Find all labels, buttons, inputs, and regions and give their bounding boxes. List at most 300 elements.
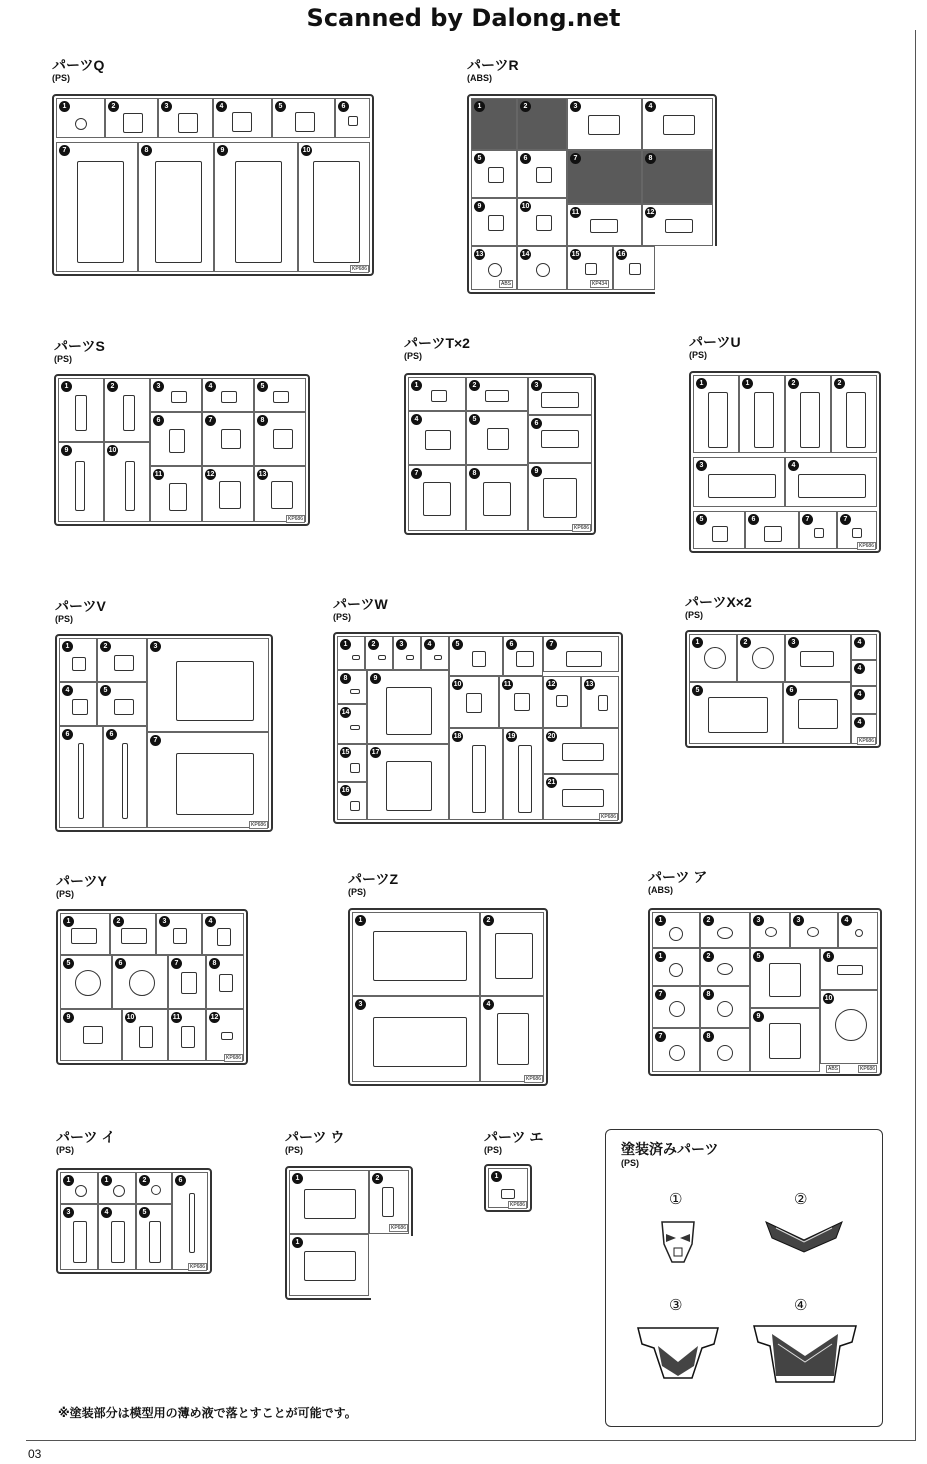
part-cell: [820, 948, 878, 990]
part-number: 2: [703, 951, 714, 962]
sprue-v-title: パーツV: [55, 598, 106, 614]
part-number: 3: [696, 460, 707, 471]
part-cell: [517, 198, 567, 246]
part-number: 4: [411, 414, 422, 425]
part-cell: [60, 1172, 98, 1204]
part-number: 5: [275, 101, 286, 112]
part-cell: [745, 511, 799, 549]
part-number: 4: [205, 381, 216, 392]
part-cell: [543, 676, 581, 728]
part-shape: [114, 655, 134, 671]
part-cell: [56, 98, 105, 138]
part-number: 4: [101, 1207, 112, 1218]
part-shape: [348, 116, 358, 126]
part-number: 13: [258, 471, 267, 478]
part-shape: [273, 391, 289, 403]
part-shape: [669, 927, 683, 941]
part-number: 5: [63, 958, 74, 969]
sprue-z: [348, 908, 548, 1086]
part-number: 7: [655, 989, 666, 1000]
sprue-v-code: KP686: [250, 822, 266, 828]
part-number: 14: [341, 709, 350, 716]
part-number: 3: [396, 639, 407, 650]
part-shape: [386, 687, 432, 735]
part-number: 2: [788, 378, 799, 389]
sprue-a: [648, 908, 882, 1076]
part-shape: [764, 526, 782, 542]
part-number: 9: [217, 145, 228, 156]
part-shape: [350, 763, 360, 773]
part-number: 2: [520, 101, 531, 112]
part-number: 1: [101, 1175, 112, 1186]
sprue-e-group: [484, 1130, 543, 1155]
part-cell: [613, 246, 655, 290]
part-shape: [83, 1026, 103, 1044]
part-cell: [150, 466, 202, 522]
abs-mark: ABS: [827, 1066, 838, 1072]
part-cell: [168, 955, 206, 1009]
part-shape: [139, 1026, 153, 1048]
part-shape: [562, 743, 604, 761]
sprue-u2: [285, 1166, 413, 1300]
sprue-y-group: [56, 874, 107, 899]
part-shape: [518, 745, 532, 813]
part-shape: [382, 1187, 394, 1217]
part-cell: [367, 670, 449, 744]
part-number: 6: [748, 514, 759, 525]
part-cell: [254, 378, 306, 412]
part-cell: [642, 204, 713, 246]
part-shape: [585, 263, 597, 275]
part-shape: [846, 392, 866, 448]
part-number: 4: [854, 663, 865, 674]
part-shape: [171, 391, 187, 403]
part-cell: [60, 955, 112, 1009]
part-number: 6: [106, 729, 117, 740]
part-number: 7: [171, 958, 182, 969]
part-number: 2: [469, 380, 480, 391]
part-shape: [386, 761, 432, 811]
part-cell: [480, 996, 544, 1082]
part-shape: [717, 1045, 733, 1061]
part-number: 1: [61, 381, 72, 392]
part-shape: [669, 963, 683, 977]
sprue-e-material: (PS): [484, 1145, 502, 1155]
part-number: 21: [547, 779, 556, 786]
part-cell: [750, 948, 820, 1008]
part-cell: [471, 246, 517, 290]
sprue-u-group: [689, 335, 741, 360]
part-shape: [852, 528, 862, 538]
sprue-s-title: パーツS: [54, 338, 105, 354]
part-shape: [514, 693, 530, 711]
part-shape: [219, 974, 233, 992]
part-number: 7: [840, 514, 851, 525]
part-cell: [851, 634, 877, 660]
part-number: 10: [824, 995, 833, 1002]
sprue-q-group: [52, 58, 104, 83]
part-number: 3: [161, 101, 172, 112]
part-cell: [408, 465, 466, 531]
part-shape: [769, 1023, 801, 1059]
part-cell: [335, 98, 370, 138]
sprue-t-material: (PS): [404, 351, 422, 361]
part-shape: [304, 1189, 356, 1219]
part-shape: [497, 1013, 529, 1065]
part-shape: [423, 482, 451, 516]
part-number: 16: [341, 787, 350, 794]
part-cell: [367, 744, 449, 820]
part-number: 3: [788, 637, 799, 648]
sprue-u2-notch: [371, 1236, 413, 1300]
part-cell: [480, 912, 544, 996]
sprue-q-code: KP686: [351, 266, 367, 272]
part-cell: [471, 198, 517, 246]
part-shape: [708, 474, 776, 498]
painted-part-number: ④: [794, 1297, 808, 1314]
painted-parts-box: [605, 1129, 883, 1427]
sprue-x-material: (PS): [685, 610, 703, 620]
part-cell: [652, 912, 700, 948]
part-cell: [700, 912, 750, 948]
part-shape: [765, 927, 777, 937]
part-number: 5: [469, 414, 480, 425]
part-shape: [543, 478, 577, 518]
sprue-r-material: (ABS): [467, 73, 492, 83]
part-cell: [58, 378, 104, 442]
painted-part-face: [658, 1218, 698, 1268]
part-number: 1: [742, 378, 753, 389]
part-number: 8: [141, 145, 152, 156]
part-cell: [851, 686, 877, 714]
sprue-w-title: パーツW: [333, 596, 388, 612]
part-cell: [750, 912, 790, 948]
part-number: 4: [62, 685, 73, 696]
part-shape: [123, 395, 135, 431]
part-number: 6: [531, 418, 542, 429]
part-shape: [176, 753, 254, 815]
part-shape: [541, 392, 579, 408]
part-shape: [425, 430, 451, 450]
part-shape: [406, 655, 414, 660]
part-cell: [289, 1170, 369, 1234]
part-number: 9: [61, 445, 72, 456]
part-number: 4: [645, 101, 656, 112]
part-number: 1: [59, 101, 70, 112]
part-shape: [304, 1251, 356, 1281]
part-cell: [150, 412, 202, 466]
part-shape: [488, 263, 502, 277]
part-number: 12: [547, 681, 556, 688]
part-cell: [693, 375, 739, 453]
part-number: 4: [216, 101, 227, 112]
sprue-u-title: パーツU: [689, 334, 741, 350]
part-number: 12: [206, 471, 215, 478]
part-number: 4: [205, 916, 216, 927]
part-number: 11: [172, 1014, 181, 1021]
part-cell: [737, 634, 785, 682]
sprue-y-code: KP686: [225, 1055, 241, 1061]
part-number: 9: [474, 201, 485, 212]
part-number: 2: [740, 637, 751, 648]
part-shape: [75, 118, 87, 130]
part-shape: [169, 429, 185, 453]
part-cell: [150, 378, 202, 412]
part-cell: [700, 1028, 750, 1072]
part-shape: [663, 115, 695, 135]
part-number: 7: [205, 415, 216, 426]
part-number: 2: [483, 915, 494, 926]
part-number: 1: [292, 1237, 303, 1248]
part-cell: [168, 1009, 206, 1061]
part-shape: [769, 963, 801, 997]
part-number: 10: [108, 447, 117, 454]
part-number: 2: [107, 381, 118, 392]
part-shape: [717, 927, 733, 939]
part-shape: [221, 391, 237, 403]
part-shape: [501, 1189, 515, 1199]
part-cell: [466, 465, 528, 531]
part-cell: [104, 442, 150, 522]
part-cell: [59, 638, 97, 682]
part-cell: [202, 412, 254, 466]
part-number: 3: [753, 915, 764, 926]
sprue-u2-code: KP686: [390, 1225, 406, 1231]
painted-parts-material: (PS): [621, 1158, 639, 1168]
part-shape: [123, 113, 143, 133]
part-number: 12: [210, 1014, 219, 1021]
part-number: 5: [100, 685, 111, 696]
part-number: 5: [139, 1207, 150, 1218]
sprue-s-group: [54, 339, 105, 364]
part-shape: [189, 1193, 195, 1253]
part-shape: [798, 474, 866, 498]
part-cell: [408, 377, 466, 411]
part-shape: [122, 743, 128, 819]
sprue-t-group: [404, 336, 470, 361]
part-shape: [669, 1045, 685, 1061]
part-cell: [567, 204, 642, 246]
part-number: 6: [786, 685, 797, 696]
part-cell: [642, 150, 713, 204]
part-number: 1: [340, 639, 351, 650]
part-number: 7: [546, 639, 557, 650]
part-shape: [717, 963, 733, 975]
part-shape: [835, 1009, 867, 1041]
part-cell: [59, 682, 97, 726]
part-shape: [151, 1185, 161, 1195]
part-cell: [449, 676, 499, 728]
sprue-t: [404, 373, 596, 535]
part-shape: [704, 647, 726, 669]
part-cell: [136, 1172, 172, 1204]
part-shape: [472, 651, 486, 667]
part-cell: [528, 463, 592, 531]
part-number: 5: [257, 381, 268, 392]
part-cell: [449, 728, 503, 820]
part-cell: [517, 150, 567, 198]
part-shape: [541, 430, 579, 448]
sprue-y-material: (PS): [56, 889, 74, 899]
sprue-z-material: (PS): [348, 887, 366, 897]
sprue-z-title: パーツZ: [348, 871, 398, 887]
part-cell: [466, 377, 528, 411]
sprue-u: [689, 371, 881, 553]
part-cell: [337, 636, 365, 670]
part-cell: [156, 913, 202, 955]
part-number: 8: [469, 468, 480, 479]
part-cell: [831, 375, 877, 453]
sprue-y: [56, 909, 248, 1065]
part-shape: [800, 392, 820, 448]
part-cell: [471, 150, 517, 198]
part-number: 7: [150, 735, 161, 746]
part-number: 1: [355, 915, 366, 926]
sprue-q-material: (PS): [52, 73, 70, 83]
part-number: 9: [63, 1012, 74, 1023]
sprue-w-group: [333, 597, 388, 622]
part-number: 18: [453, 733, 462, 740]
part-cell: [689, 634, 737, 682]
part-shape: [181, 1026, 195, 1048]
part-number: 2: [703, 915, 714, 926]
part-cell: [97, 682, 147, 726]
part-number: 2: [834, 378, 845, 389]
part-number: 8: [209, 958, 220, 969]
part-cell: [785, 375, 831, 453]
sprue-v-material: (PS): [55, 614, 73, 624]
part-cell: [785, 457, 877, 507]
part-cell: [693, 511, 745, 549]
part-cell: [59, 726, 103, 828]
part-shape: [798, 699, 838, 729]
part-cell: [206, 955, 244, 1009]
part-shape: [665, 219, 693, 233]
part-cell: [471, 98, 517, 150]
sprue-v: [55, 634, 273, 832]
part-shape: [72, 699, 88, 715]
part-cell: [567, 150, 642, 204]
part-number: 11: [503, 681, 512, 688]
part-cell: [567, 98, 642, 150]
part-shape: [712, 526, 728, 542]
part-number: 6: [62, 729, 73, 740]
part-shape: [373, 1017, 467, 1067]
part-cell: [138, 142, 214, 272]
part-cell: [567, 246, 613, 290]
sprue-x-title: パーツX×2: [685, 594, 752, 610]
part-shape: [629, 263, 641, 275]
part-number: 6: [506, 639, 517, 650]
part-cell: [97, 638, 147, 682]
sprue-x-group: [685, 595, 752, 620]
part-number: 7: [802, 514, 813, 525]
part-number: 1: [63, 1175, 74, 1186]
part-cell: [851, 660, 877, 686]
part-shape: [75, 970, 101, 996]
part-number: 6: [115, 958, 126, 969]
part-number: 1: [474, 101, 485, 112]
sprue-a-code: KP686: [859, 1066, 875, 1072]
part-cell: [820, 990, 878, 1064]
part-number: 3: [355, 999, 366, 1010]
part-number: 4: [841, 915, 852, 926]
part-shape: [807, 927, 819, 937]
part-number: 1: [292, 1173, 303, 1184]
part-shape: [488, 215, 504, 231]
part-number: 1: [655, 915, 666, 926]
sprue-i-title: パーツ イ: [56, 1129, 116, 1145]
sprue-t-title: パーツT×2: [404, 335, 470, 351]
part-shape: [708, 697, 768, 733]
part-number: 10: [302, 147, 311, 154]
part-cell: [136, 1204, 172, 1270]
part-cell: [693, 457, 785, 507]
part-cell: [337, 704, 367, 744]
part-shape: [73, 1221, 87, 1263]
part-number: 6: [175, 1175, 186, 1186]
part-number: 10: [126, 1014, 135, 1021]
part-cell: [214, 142, 298, 272]
part-number: 4: [424, 639, 435, 650]
part-number: 20: [547, 733, 556, 740]
sprue-a-title: パーツ ア: [648, 869, 708, 885]
abs-mark: ABS: [500, 281, 511, 287]
part-cell: [700, 948, 750, 986]
sprue-q-title: パーツQ: [52, 57, 105, 73]
part-cell: [785, 634, 851, 682]
part-cell: [58, 442, 104, 522]
part-number: 11: [571, 209, 580, 216]
part-number: 5: [696, 514, 707, 525]
part-shape: [472, 745, 486, 813]
part-shape: [566, 651, 602, 667]
part-number: 7: [411, 468, 422, 479]
sprue-e: [484, 1164, 532, 1212]
part-number: 8: [703, 1031, 714, 1042]
part-number: 5: [753, 951, 764, 962]
part-cell: [352, 912, 480, 996]
part-shape: [373, 931, 467, 981]
painted-part-waist: [636, 1322, 720, 1386]
part-number: 1: [63, 916, 74, 927]
part-cell: [289, 1234, 369, 1296]
part-shape: [273, 429, 293, 449]
part-cell: [254, 412, 306, 466]
part-cell: [408, 411, 466, 465]
part-shape: [75, 1185, 87, 1197]
part-number: 1: [491, 1171, 502, 1182]
footer-note: ※塗装部分は模型用の薄め液で落とすことが可能です。: [58, 1406, 357, 1420]
part-number: 4: [854, 689, 865, 700]
part-cell: [790, 912, 838, 948]
part-shape: [590, 219, 618, 233]
part-shape: [350, 725, 360, 730]
part-cell: [466, 411, 528, 465]
part-number: 4: [854, 637, 865, 648]
part-number: 17: [371, 749, 380, 756]
part-shape: [129, 970, 155, 996]
sprue-y-title: パーツY: [56, 873, 107, 889]
part-shape: [837, 965, 863, 975]
part-cell: [298, 142, 370, 272]
part-cell: [158, 98, 213, 138]
part-cell: [838, 912, 878, 948]
part-shape: [350, 689, 360, 694]
part-cell: [689, 682, 783, 744]
part-shape: [717, 1001, 733, 1017]
part-cell: [98, 1172, 136, 1204]
